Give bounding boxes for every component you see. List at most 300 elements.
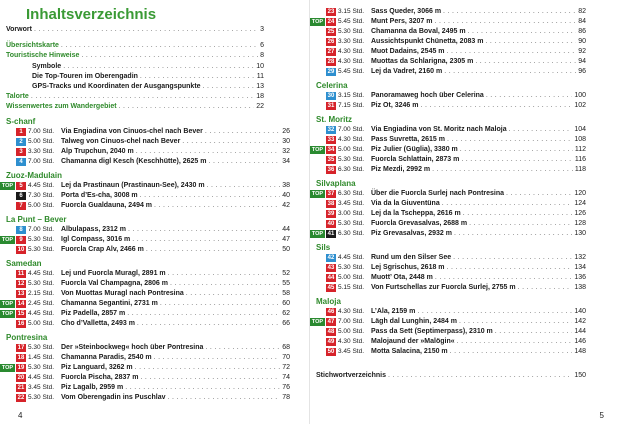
tour-number-badge: 2	[16, 138, 26, 146]
tour-page: 108	[574, 136, 586, 143]
leader-dots	[205, 343, 280, 353]
top-badge	[310, 220, 325, 228]
toc-entry-page: 10	[256, 62, 264, 70]
leader-dots	[168, 269, 281, 279]
top-badge	[310, 136, 325, 144]
tour-number-badge: 20	[17, 374, 25, 381]
tour-page: 118	[574, 166, 586, 173]
tour-number-badge: 39	[327, 211, 335, 217]
toc-entry[interactable]	[6, 72, 264, 82]
tour-duration: 5.00 Std.	[28, 319, 55, 327]
top-badge	[0, 226, 15, 234]
leader-dots	[453, 253, 572, 263]
top-badge	[310, 38, 325, 46]
tour-name: Lägh dal Lunghin, 2484 m	[371, 318, 457, 325]
tour-entry[interactable]	[310, 307, 586, 317]
leader-dots	[463, 209, 573, 219]
tour-number-badge: 41	[327, 231, 335, 237]
top-badge	[310, 48, 325, 56]
leader-dots	[208, 157, 280, 167]
tour-name: Porta d’Es-cha, 3008 m	[61, 191, 138, 199]
top-badge: TOP	[1, 300, 14, 307]
right-tour-sections	[310, 7, 586, 357]
tour-name: Rund um den Silser See	[371, 254, 452, 261]
tour-duration: 4.45 Std.	[338, 254, 365, 261]
tour-entry[interactable]	[310, 7, 586, 17]
leader-dots	[205, 127, 280, 137]
section-heading: Silvaplana	[316, 179, 356, 188]
tour-page: 55	[282, 279, 290, 287]
tour-name: Lej und Fuorcla Muragl, 2891 m	[61, 269, 166, 277]
tour-number-badge: 33	[327, 137, 335, 143]
tour-page: 120	[574, 190, 586, 197]
tour-name: Chamanna da Boval, 2495 m	[371, 28, 466, 35]
tour-page: 26	[282, 127, 290, 135]
leader-dots	[434, 17, 576, 27]
tour-number-badge: 35	[327, 157, 335, 163]
tour-entry[interactable]	[310, 337, 586, 347]
toc-entry-label: Übersichtskarte	[6, 42, 59, 50]
tour-number-badge: 31	[327, 103, 335, 109]
tour-number-badge: 11	[17, 270, 25, 277]
top-badge: TOP	[311, 147, 324, 153]
tour-name: Alp Trupchun, 2040 m	[61, 147, 134, 155]
tour-number-badge: 14	[17, 300, 25, 307]
leader-dots	[518, 283, 573, 293]
leader-dots	[61, 41, 258, 51]
tour-entry[interactable]	[310, 263, 586, 273]
tour-number-badge: 22	[17, 394, 25, 401]
tour-duration: 4.45 Std.	[28, 373, 55, 381]
tour-name: Piz Julier (Güglia), 3380 m	[371, 146, 458, 153]
leader-dots	[443, 7, 576, 17]
toc-entry[interactable]	[6, 51, 264, 61]
tour-name: Von Furtschellas zur Fuorcla Surlej, 2755 m	[371, 284, 516, 291]
toc-entry-label: Touristische Hinweise	[6, 52, 80, 60]
top-badge: TOP	[311, 191, 324, 197]
tour-number-badge: 49	[327, 339, 335, 345]
section-heading: St. Moritz	[316, 115, 352, 124]
tour-name: Igl Compass, 3016 m	[61, 235, 131, 243]
toc-entry-label: Vorwort	[6, 26, 32, 33]
toc-list	[0, 25, 264, 113]
toc-entry[interactable]	[6, 62, 264, 72]
top-badge	[310, 8, 325, 16]
tour-duration: 4.30 Std.	[338, 136, 365, 143]
tour-entry[interactable]	[0, 201, 290, 211]
tour-name: Talweg von Cinuos-chel nach Bever	[61, 137, 181, 145]
tour-duration: 5.45 Std.	[338, 18, 365, 25]
tour-page: 44	[282, 225, 290, 233]
top-badge	[310, 254, 325, 262]
top-badge	[310, 28, 325, 36]
tour-entry[interactable]	[310, 189, 586, 199]
leader-dots	[34, 25, 258, 35]
tour-number-badge: 1	[16, 128, 26, 136]
tour-name: Piz Padella, 2857 m	[61, 309, 126, 317]
tour-duration: 3.30 Std.	[338, 38, 365, 45]
top-badge: TOP	[1, 182, 14, 189]
section-heading: S-chanf	[6, 116, 36, 126]
tour-entry[interactable]	[310, 57, 586, 67]
tour-page: 60	[282, 299, 290, 307]
tour-number-badge: 12	[17, 280, 25, 287]
top-badge	[310, 58, 325, 66]
leader-dots	[475, 57, 576, 67]
tour-number-badge: 6	[16, 192, 26, 200]
toc-entry[interactable]	[6, 25, 264, 35]
tour-entry[interactable]	[0, 393, 290, 403]
tour-page: 130	[574, 230, 586, 237]
tour-page: 104	[574, 126, 586, 133]
tour-section	[310, 114, 586, 175]
tour-section	[0, 170, 290, 211]
tour-name: Motta Salacina, 2150 m	[371, 348, 448, 355]
tour-name: Fuorcla Pischa, 2837 m	[61, 373, 139, 381]
tour-name: Muottas da Schlarigna, 2305 m	[371, 58, 474, 65]
tour-page: 86	[578, 28, 586, 35]
top-badge: TOP	[311, 319, 324, 325]
top-badge	[310, 166, 325, 174]
right-page	[310, 0, 620, 424]
leader-dots	[154, 201, 280, 211]
tour-entry[interactable]	[0, 181, 290, 191]
leader-dots	[420, 101, 572, 111]
tour-entry[interactable]	[310, 145, 586, 155]
tour-entry[interactable]	[0, 191, 290, 201]
tour-duration: 5.30 Std.	[28, 279, 55, 287]
leader-dots	[63, 62, 254, 72]
tour-page: 142	[574, 318, 586, 325]
tour-duration: 3.15 Std.	[338, 8, 365, 15]
tour-entry[interactable]	[0, 235, 290, 245]
top-badge	[0, 202, 15, 210]
tour-duration: 7.00 Std.	[338, 126, 365, 133]
tour-page: 40	[282, 191, 290, 199]
tour-section	[310, 80, 586, 111]
tour-entry[interactable]	[310, 229, 586, 239]
tour-page: 84	[578, 18, 586, 25]
tour-name: Lej da la Tscheppa, 2616 m	[371, 210, 461, 217]
toc-entry-page: 22	[256, 103, 264, 111]
tour-duration: 1.45 Std.	[28, 353, 55, 361]
top-badge: TOP	[1, 236, 14, 243]
tour-number-badge: 25	[327, 29, 335, 35]
toc-entry[interactable]	[6, 92, 264, 102]
top-badge	[0, 374, 15, 382]
leader-dots	[417, 307, 572, 317]
top-badge	[0, 192, 15, 200]
tour-name: Malojaund der »Malögin«	[371, 338, 455, 345]
tour-name: Lej da Vadret, 2160 m	[371, 68, 443, 75]
tour-number-badge: 19	[17, 364, 25, 371]
tour-entry[interactable]	[310, 253, 586, 263]
tour-entry[interactable]	[310, 327, 586, 337]
tour-entry[interactable]	[0, 319, 290, 329]
tour-duration: 3.45 Std.	[28, 383, 55, 391]
tour-duration: 7.00 Std.	[28, 157, 55, 165]
tour-entry[interactable]	[310, 91, 586, 101]
tour-entry[interactable]	[310, 199, 586, 209]
tour-page: 47	[282, 235, 290, 243]
tour-entry[interactable]	[0, 137, 290, 147]
page-number-right: 5	[599, 411, 604, 420]
tour-entry[interactable]	[310, 165, 586, 175]
tour-number-badge: 9	[16, 236, 26, 244]
top-badge	[310, 68, 325, 76]
tour-duration: 5.00 Std.	[338, 328, 365, 335]
tour-duration: 3.30 Std.	[28, 147, 55, 155]
tour-number-badge: 18	[17, 354, 25, 361]
tour-entry[interactable]	[0, 245, 290, 255]
tour-entry[interactable]	[310, 347, 586, 357]
tour-name: Pass Suvretta, 2615 m	[371, 136, 445, 143]
tour-entry[interactable]	[310, 125, 586, 135]
leader-dots	[135, 363, 281, 373]
leader-dots	[140, 72, 255, 82]
tour-page: 102	[574, 102, 586, 109]
leader-dots	[447, 47, 577, 57]
tour-duration: 3.00 Std.	[338, 210, 365, 217]
leader-dots	[450, 347, 573, 357]
tour-number-badge: 4	[16, 158, 26, 166]
leader-dots	[459, 317, 572, 327]
tour-page: 66	[282, 319, 290, 327]
tour-duration: 5.45 Std.	[338, 68, 365, 75]
tour-entry[interactable]	[310, 37, 586, 47]
leader-dots	[457, 337, 573, 347]
section-heading: Sils	[316, 243, 331, 252]
top-badge	[310, 264, 325, 272]
leader-dots	[119, 102, 255, 112]
leader-dots	[388, 371, 572, 381]
toc-entry[interactable]	[6, 82, 264, 92]
leader-dots	[127, 309, 280, 319]
tour-number-badge: 43	[327, 265, 335, 271]
tour-section	[310, 296, 586, 357]
tour-duration: 3.45 Std.	[338, 348, 365, 355]
tour-section	[310, 7, 586, 77]
tour-page: 34	[282, 157, 290, 165]
toc-entry-page: 3	[260, 26, 264, 33]
tour-name: Fuorcla Val Champagna, 2806 m	[61, 279, 168, 287]
tour-number-badge: 23	[327, 9, 335, 15]
leader-dots	[485, 37, 576, 47]
tour-entry[interactable]	[310, 273, 586, 283]
tour-number-badge: 45	[327, 285, 335, 291]
tour-entry[interactable]	[0, 157, 290, 167]
leader-dots	[170, 279, 280, 289]
top-badge	[0, 384, 15, 392]
tour-page: 146	[574, 338, 586, 345]
tour-number-badge: 28	[327, 59, 335, 65]
tour-page: 128	[574, 220, 586, 227]
tour-name: Piz Ot, 3246 m	[371, 102, 419, 109]
tour-entry[interactable]	[310, 209, 586, 219]
tour-duration: 5.15 Std.	[338, 284, 365, 291]
top-badge: TOP	[311, 19, 324, 25]
tour-number-badge: 50	[327, 349, 335, 355]
tour-entry[interactable]	[0, 353, 290, 363]
top-badge	[310, 338, 325, 346]
tour-entry[interactable]	[310, 101, 586, 111]
tour-name: Muot Dadains, 2545 m	[371, 48, 445, 55]
top-badge	[310, 92, 325, 100]
leader-dots	[140, 373, 280, 383]
leader-dots	[461, 155, 573, 165]
tour-name: Chamanna digl Kesch (Keschhütte), 2625 m	[61, 157, 207, 165]
leader-dots	[447, 135, 572, 145]
tour-name: Piz Mezdi, 2992 m	[371, 166, 431, 173]
tour-page: 90	[578, 38, 586, 45]
tour-number-badge: 48	[327, 329, 335, 335]
tour-page: 32	[282, 147, 290, 155]
tour-entry[interactable]	[310, 283, 586, 293]
index-label: Stichwortverzeichnis	[316, 372, 387, 379]
tour-entry[interactable]	[0, 299, 290, 309]
tour-entry[interactable]	[310, 47, 586, 57]
index-page: 150	[574, 372, 586, 379]
tour-number-badge: 47	[327, 319, 335, 325]
tour-entry[interactable]	[0, 279, 290, 289]
toc-entry[interactable]	[6, 41, 264, 51]
tour-section	[0, 116, 290, 167]
section-heading: Samedan	[6, 258, 42, 268]
toc-entry-page: 13	[256, 83, 264, 91]
tour-page: 94	[578, 58, 586, 65]
tour-page: 138	[574, 284, 586, 291]
tour-page: 50	[282, 245, 290, 253]
tour-page: 30	[282, 137, 290, 145]
top-badge	[0, 344, 15, 352]
top-badge	[0, 158, 15, 166]
tour-name: Via Engiadina von Cinuos-chel nach Bever	[61, 127, 203, 135]
tour-duration: 5.30 Std.	[338, 264, 365, 271]
tour-name: Von Muottas Muragl nach Pontresina	[61, 289, 184, 297]
tour-entry[interactable]	[0, 225, 290, 235]
tour-entry[interactable]	[310, 17, 586, 27]
tour-name: Fuorcla Crap Alv, 2466 m	[61, 245, 144, 253]
tour-duration: 4.30 Std.	[338, 58, 365, 65]
tour-entry[interactable]	[0, 289, 290, 299]
tour-entry[interactable]	[310, 155, 586, 165]
leader-dots	[460, 145, 573, 155]
tour-number-badge: 38	[327, 201, 335, 207]
tour-page: 38	[282, 181, 290, 189]
toc-entry-label: Die Top-Touren im Oberengadin	[32, 72, 138, 80]
index-entry[interactable]	[310, 371, 586, 381]
top-badge	[310, 156, 325, 164]
tour-section	[0, 214, 290, 255]
tour-name: Chamanna Paradis, 2540 m	[61, 353, 152, 361]
tour-entry[interactable]	[0, 363, 290, 373]
tour-page: 42	[282, 201, 290, 209]
tour-number-badge: 26	[327, 39, 335, 45]
leader-dots	[182, 137, 280, 147]
tour-number-badge: 15	[17, 310, 25, 317]
top-badge	[310, 200, 325, 208]
tour-name: Piz Lagalb, 2959 m	[61, 383, 124, 391]
top-badge	[310, 274, 325, 282]
leader-dots	[495, 327, 573, 337]
tour-entry[interactable]	[310, 67, 586, 77]
tour-name: Aussichtspunkt Chünetta, 2083 m	[371, 38, 484, 45]
tour-name: Der »Steinbockweg« hoch über Pontresina	[61, 343, 204, 351]
leader-dots	[454, 229, 572, 239]
leader-dots	[140, 191, 281, 201]
tour-duration: 5.00 Std.	[28, 201, 55, 209]
leader-dots	[136, 147, 280, 157]
top-badge	[310, 102, 325, 110]
leader-dots	[160, 299, 280, 309]
section-heading: Zuoz-Madulain	[6, 170, 62, 180]
section-heading: La Punt – Bever	[6, 214, 67, 224]
top-badge	[0, 290, 15, 298]
tour-entry[interactable]	[310, 317, 586, 327]
tour-page: 68	[282, 343, 290, 351]
tour-duration: 4.30 Std.	[338, 48, 365, 55]
leader-dots	[186, 289, 280, 299]
tour-duration: 3.15 Std.	[338, 92, 365, 99]
tour-entry[interactable]	[0, 383, 290, 393]
leader-dots	[468, 27, 577, 37]
tour-name: Lej Sgrischus, 2618 m	[371, 264, 445, 271]
toc-entry[interactable]	[6, 102, 264, 112]
tour-page: 148	[574, 348, 586, 355]
section-heading: Celerina	[316, 81, 348, 90]
leader-dots	[168, 393, 281, 403]
toc-entry-page: 6	[260, 42, 264, 50]
leader-dots	[506, 189, 572, 199]
tour-number-badge: 34	[327, 147, 335, 153]
tour-name: Muott’ Ota, 2448 m	[371, 274, 433, 281]
toc-entry-label: GPS-Tracks und Koordinaten der Ausgangspunkte	[32, 83, 201, 91]
section-heading: Pontresina	[6, 332, 48, 342]
tour-page: 74	[282, 373, 290, 381]
tour-entry[interactable]	[0, 373, 290, 383]
tour-duration: 4.30 Std.	[338, 308, 365, 315]
tour-section	[310, 242, 586, 293]
top-badge	[310, 210, 325, 218]
top-badge	[0, 138, 15, 146]
tour-entry[interactable]	[0, 127, 290, 137]
tour-entry[interactable]	[310, 27, 586, 37]
tour-duration: 6.30 Std.	[338, 190, 365, 197]
tour-name: Fuorcla Schlattain, 2873 m	[371, 156, 460, 163]
tour-entry[interactable]	[0, 343, 290, 353]
tour-page: 132	[574, 254, 586, 261]
tour-entry[interactable]	[310, 135, 586, 145]
tour-entry[interactable]	[0, 309, 290, 319]
leader-dots	[444, 67, 576, 77]
tour-number-badge: 10	[17, 246, 25, 253]
tour-number-badge: 29	[327, 69, 335, 75]
tour-number-badge: 36	[327, 167, 335, 173]
tour-entry[interactable]	[0, 147, 290, 157]
tour-number-badge: 32	[327, 127, 335, 133]
tour-section	[0, 258, 290, 329]
tour-name: Vom Oberengadin ins Puschlav	[61, 393, 166, 401]
tour-number-badge: 37	[327, 191, 335, 197]
tour-name: Albulapass, 2312 m	[61, 225, 126, 233]
tour-entry[interactable]	[310, 219, 586, 229]
tour-duration: 5.30 Std.	[28, 343, 55, 351]
tour-duration: 6.30 Std.	[338, 166, 365, 173]
tour-duration: 5.30 Std.	[28, 245, 55, 253]
tour-entry[interactable]	[0, 269, 290, 279]
tour-page: 140	[574, 308, 586, 315]
leader-dots	[203, 82, 255, 92]
